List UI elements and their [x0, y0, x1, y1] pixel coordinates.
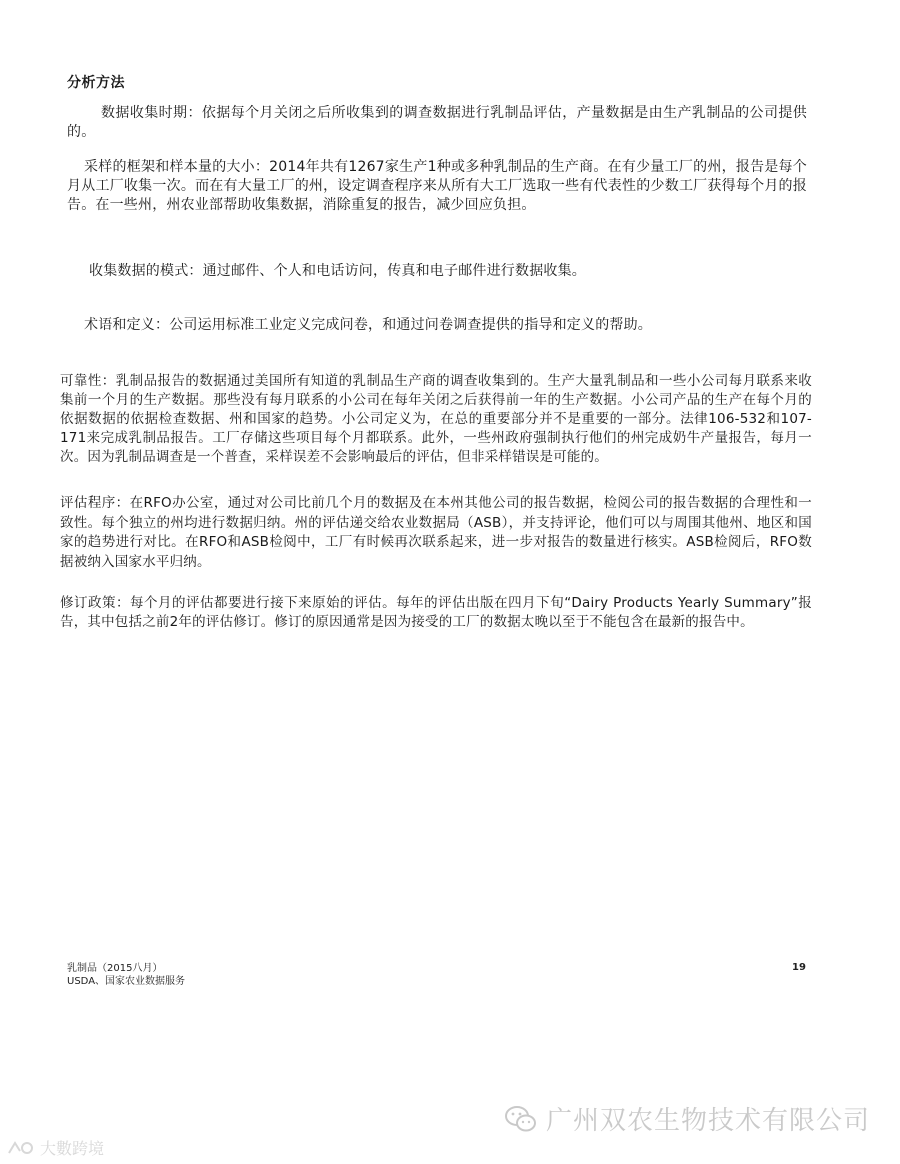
wechat-icon — [504, 1104, 538, 1134]
watermark-company — [504, 1100, 870, 1137]
page-number: 19 — [792, 962, 806, 973]
paragraph-estimation-procedure: 评估程序：在RFO办公室，通过对公司比前几个月的数据及在本州其他公司的报告数据，检阅公司的报告数据的合理性和一致性。每个独立的州均进行数据归纳。州的评估递交给农业数据局（ASB），并支持评论，他们可以与周围其他州、地区和国家的趋势进行对比。在RFO和ASB检阅中，工厂有时候再次联系起来，进一步对报告的数量进行核实。ASB检阅后，RFO数据被纳入国家水平归纳。 — [60, 495, 812, 570]
watermark-company-text: 广州双农生物技术有限公司 — [545, 1106, 870, 1136]
watermark-brand-text: 大數跨境 — [40, 1139, 105, 1158]
footer-line-1: 乳制品（2015八月） — [67, 963, 163, 974]
paragraph-data-collection-period: 数据收集时期：依据每个月关闭之后所收集到的调查数据进行乳制品评估，产量数据是由生产乳制品的公司提供的。 — [67, 105, 807, 140]
paragraph-reliability: 可靠性：乳制品报告的数据通过美国所有知道的乳制品生产商的调查收集到的。生产大量乳制品和一些小公司每月联系来收集前一个月的生产数据。那些没有每月联系的小公司在每年关闭之后获得前一年的生产数据。小公司产品的生产在每个月的依据数据的依据检查数据、州和国家的趋势。小公司定义为，在总的重要部分并不是重要的一部分。法律106-532和107-171来完成乳制品报告。工厂存储这些项目每个月都联系。此外，一些州政府强制执行他们的州完成奶牛产量报告，每月一次。因为乳制品调查是一个普查，采样误差不会影响最后的评估，但非采样错误是可能的。 — [60, 373, 812, 465]
logo-mark-icon — [6, 1139, 36, 1157]
footer-line-2: USDA、国家农业数据服务 — [67, 976, 186, 987]
paragraph-sampling-frame: 采样的框架和样本量的大小：2014年共有1267家生产1种或多种乳制品的生产商。在有少量工厂的州，报告是每个月从工厂收集一次。而在有大量工厂的州，设定调查程序来从所有大工厂选取一些有代表性的少数工厂获得每个月的报告。在一些州，州农业部帮助收集数据，消除重复的报告，减少回应负担。 — [67, 159, 807, 213]
paragraph-collection-mode: 收集数据的模式：通过邮件、个人和电话访问，传真和电子邮件进行数据收集。 — [89, 263, 586, 279]
watermark-brand — [6, 1136, 104, 1159]
footer-source — [67, 962, 185, 988]
paragraph-terms-definitions: 术语和定义：公司运用标准工业定义完成问卷，和通过问卷调查提供的指导和定义的帮助。 — [84, 317, 652, 333]
section-title: 分析方法 — [67, 75, 125, 91]
paragraph-revision-policy: 修订政策：每个月的评估都要进行接下来原始的评估。每年的评估出版在四月下旬“Dairy Products Yearly Summary”报告，其中包括之前2年的评估修订。修订的原因通常是因为接受的工厂的数据太晚以至于不能包含在最新的报告中。 — [60, 595, 812, 630]
